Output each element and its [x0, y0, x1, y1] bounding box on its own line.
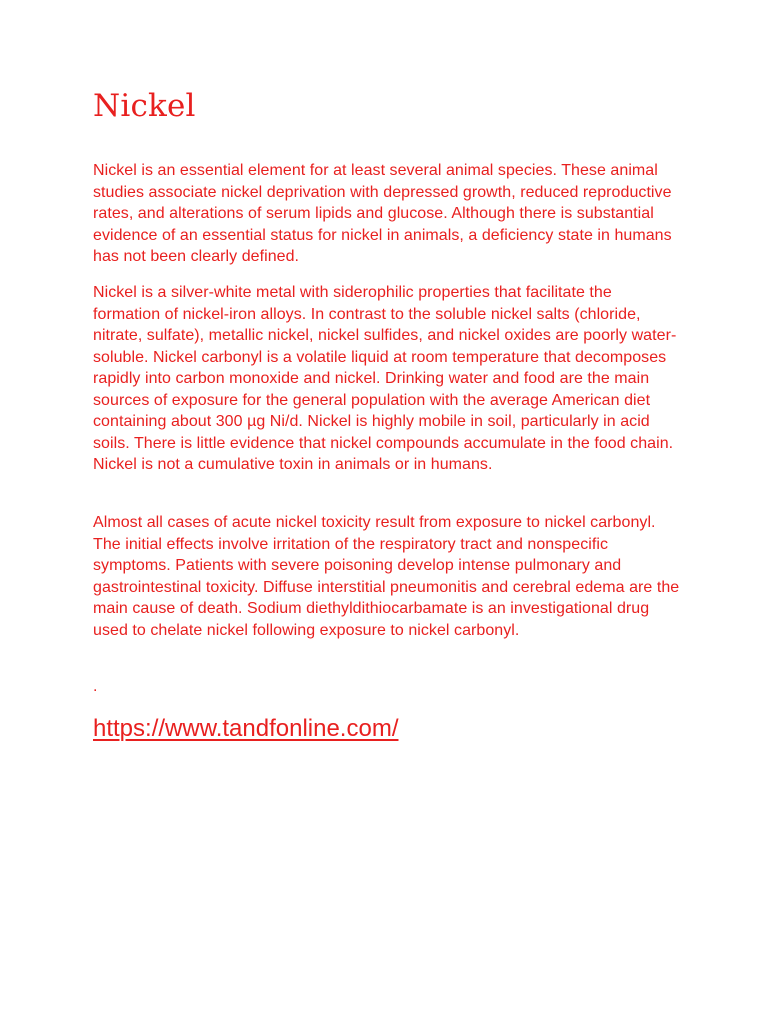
paragraph-properties-exposure: Nickel is a silver-white metal with siderophilic properties that facilitate the formation of nickel-iron alloys. In contrast to the soluble nickel salts (chloride, nitrate, sulfate), metallic nickel, nickel sulfides, and nickel oxides are poorly water-soluble. Nickel carbonyl is a volatile liquid at room temperature that decomposes rapidly into carbon monoxide and nickel. Drinking water and food are the main sources of exposure for the general population with the average American diet containing about 300 µg Ni/d. Nickel is highly mobile in soil, particularly in acid soils. There is little evidence that nickel compounds accumulate in the food chain. Nickel is not a cumulative toxin in animals or in humans. [93, 284, 677, 473]
source-link[interactable]: https://www.tandfonline.com/ [93, 715, 399, 742]
separator-dot: . [93, 678, 98, 695]
document-title: Nickel [93, 88, 196, 124]
paragraph-essential-element: Nickel is an essential element for at least several animal species. These animal studies associate nickel deprivation with depressed growth, reduced reproductive rates, and alterations of serum lipids and glucose. Although there is substantial evidence of an essential status for nickel in animals, a deficiency state in humans has not been clearly defined. [93, 162, 672, 265]
paragraph-acute-toxicity: Almost all cases of acute nickel toxicity result from exposure to nickel carbonyl. The initial effects involve irritation of the respiratory tract and nonspecific symptoms. Patients with severe poisoning develop intense pulmonary and gastrointestinal toxicity. Diffuse interstitial pneumonitis and cerebral edema are the main cause of death. Sodium diethyldithiocarbamate is an investigational drug used to chelate nickel following exposure to nickel carbonyl. [93, 514, 680, 639]
